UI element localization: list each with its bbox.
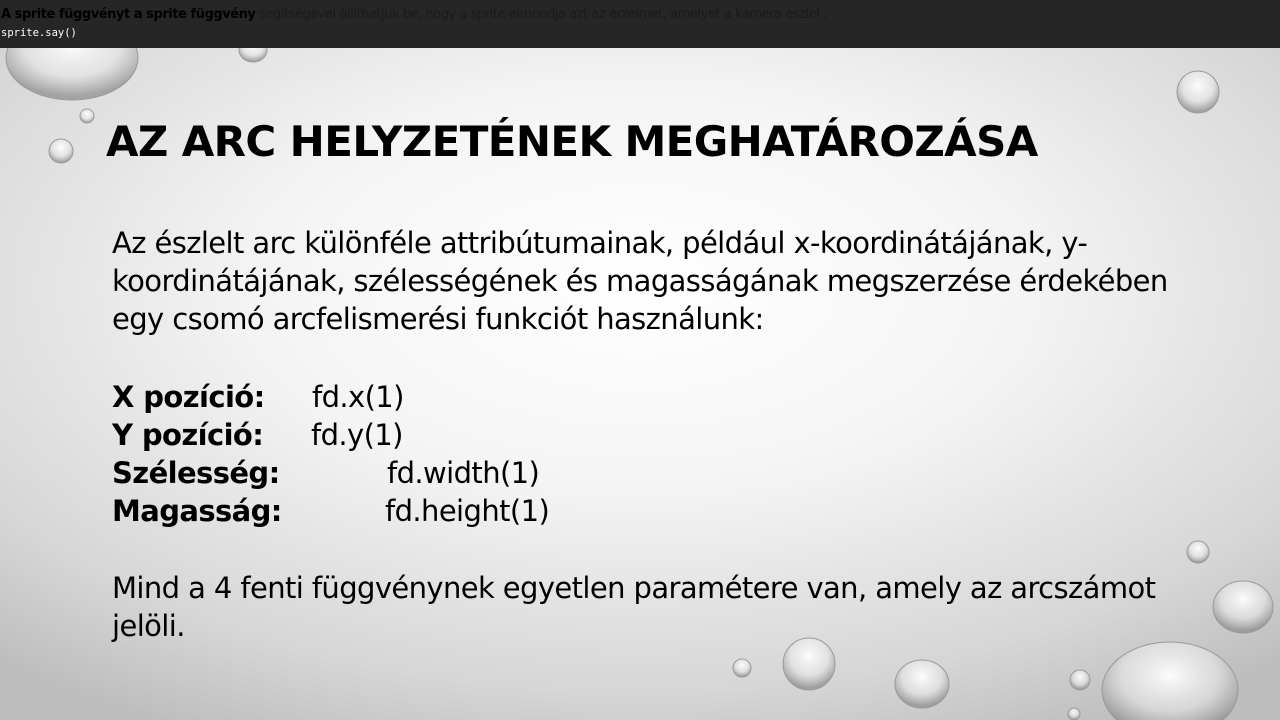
slide-title: AZ ARC HELYZETÉNEK MEGHATÁROZÁSA: [106, 117, 1038, 166]
function-code: fd.y(1): [311, 418, 403, 452]
outro-paragraph: Mind a 4 fenti függvénynek egyetlen paramétere van, amely az arcszámot jelöli.: [112, 571, 1156, 643]
function-label: Szélesség:: [112, 456, 280, 490]
function-code: fd.width(1): [387, 456, 540, 490]
caption-code: sprite.say(): [1, 27, 77, 39]
function-code: fd.height(1): [385, 494, 550, 528]
caption-text: [1, 7, 827, 22]
function-label: Magasság:: [112, 494, 282, 528]
caption-rest: segítségével állíthatjuk be, hogy a sprite elmondja azt az érzelmet, amelyet a kamera észlel .: [255, 7, 827, 22]
caption-bold: A sprite függvényt a sprite függvény: [1, 7, 256, 22]
intro-paragraph: Az észlelt arc különféle attribútumainak, például x-koordinátájának, y-koordinátájának, szélességének és magasságának megszerzése érdekében egy csomó arcfelismerési funkciót használunk:: [112, 226, 1168, 336]
function-code: fd.x(1): [312, 380, 404, 414]
caption-bar: [0, 0, 1280, 48]
function-label: X pozíció:: [112, 380, 265, 414]
function-label: Y pozíció:: [112, 418, 264, 452]
